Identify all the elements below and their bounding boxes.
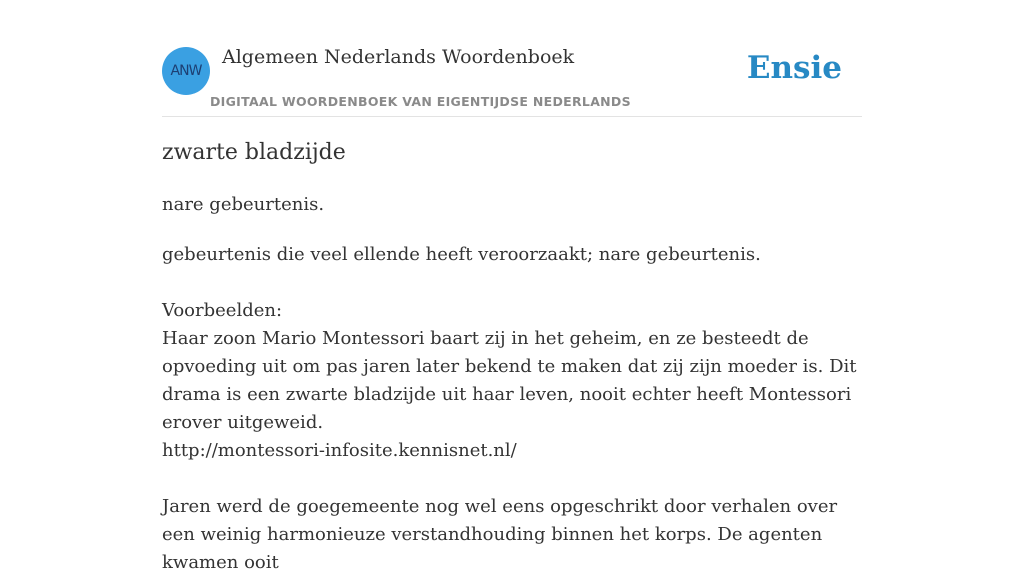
ensie-brand-logo[interactable]: Ensie	[746, 50, 842, 86]
page	[162, 0, 862, 573]
short-definition: nare gebeurtenis.	[162, 194, 325, 215]
site-subtitle: DIGITAAL WOORDENBOEK VAN EIGENTIJDSE NEDERLANDS	[210, 94, 631, 109]
site-title[interactable]: Algemeen Nederlands Woordenboek	[222, 46, 575, 68]
entry-headword: zwarte bladzijde	[162, 140, 346, 165]
example-text: Haar zoon Mario Montessori baart zij in het geheim, en ze besteedt de opvoeding uit om pas jaren later bekend te maken dat zij zijn moeder is. Dit drama is een zwarte bladzijde uit haar leven, nooit echter heeft Montessori erover uitgeweid.	[162, 328, 857, 433]
anw-logo[interactable]: ANW	[162, 47, 210, 95]
examples-label: Voorbeelden:	[162, 300, 283, 321]
spacer	[162, 269, 862, 297]
spacer	[162, 465, 862, 493]
full-definition	[162, 241, 862, 577]
example-source-link[interactable]: http://montessori-infosite.kennisnet.nl/	[162, 440, 517, 461]
example-text: Jaren werd de goegemeente nog wel eens opgeschrikt door verhalen over een weinig harmonieuze verstandhouding binnen het korps. De agenten kwamen ooit	[162, 496, 838, 573]
site-header	[162, 0, 862, 117]
definition-text: gebeurtenis die veel ellende heeft veroorzaakt; nare gebeurtenis.	[162, 244, 761, 265]
